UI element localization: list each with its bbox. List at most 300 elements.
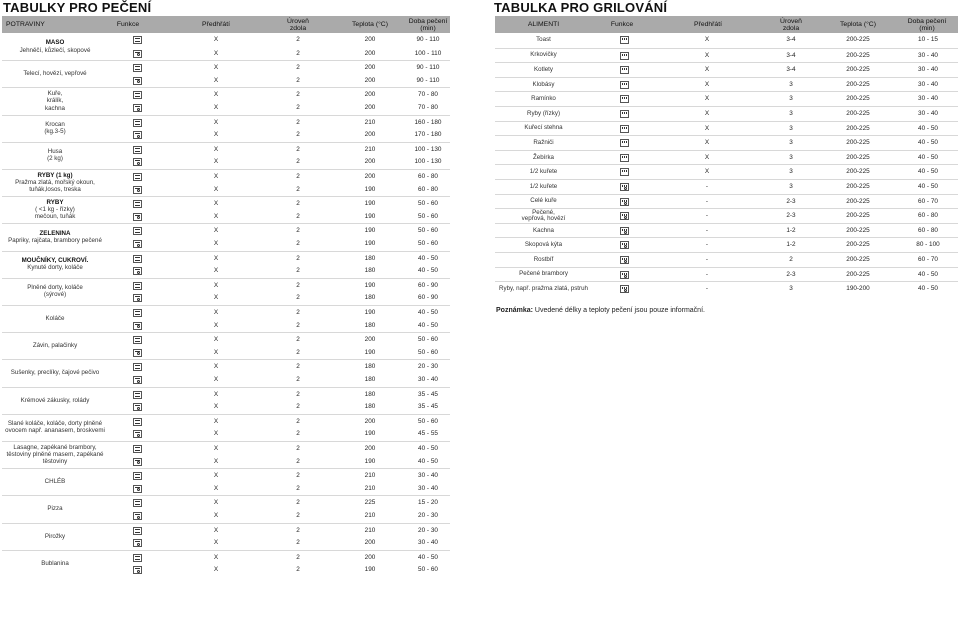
- cell-time: 40 - 50: [418, 553, 438, 561]
- cell-level: 3: [789, 95, 793, 103]
- cell-level: 2: [296, 363, 300, 371]
- cell-preheat: X: [213, 403, 219, 411]
- food-label: [495, 49, 592, 64]
- cell-preheat: X: [213, 363, 219, 371]
- cell-preheat: X: [213, 512, 219, 519]
- food-label: [2, 359, 108, 386]
- cell-temperature: 200-225: [846, 153, 870, 161]
- food-label-line: ( <1 kg - řízky): [35, 206, 75, 214]
- heat-line: [135, 205, 140, 206]
- fan-heat-icon: [133, 322, 142, 330]
- header-food: POTRAVINY: [6, 21, 45, 28]
- cell-time: 70 - 80: [418, 91, 438, 99]
- cell-temperature: 200-225: [846, 168, 870, 176]
- header-temperature: Teplota (°C): [840, 21, 876, 28]
- food-label: [495, 63, 592, 78]
- table-row: [495, 91, 958, 107]
- cell-time: 35 - 45: [418, 390, 438, 398]
- cell-preheat: X: [213, 227, 219, 235]
- cell-temperature: 200-225: [846, 124, 870, 132]
- food-label: [2, 305, 108, 332]
- food-label-line: ovocem např. ananasem, broskvemi: [5, 427, 105, 435]
- grill-element: [622, 156, 627, 158]
- fan-mark: [137, 135, 140, 138]
- cell-temperature: 210: [364, 145, 376, 153]
- cell-time: 50 - 60: [418, 200, 438, 208]
- fan-heat-icon: [133, 50, 142, 58]
- grill-element: [622, 54, 627, 56]
- food-label-line: Slané koláče, koláče, dorty plněné: [7, 420, 103, 428]
- top-bottom-heat-icon: [133, 336, 142, 344]
- cell-level: 2: [296, 200, 300, 208]
- fan-heat-icon: [133, 240, 142, 248]
- cell-time: 60 - 70: [918, 256, 938, 263]
- heat-line: [135, 368, 140, 369]
- cell-level: 2: [296, 76, 300, 84]
- cell-level: 2-3: [786, 212, 796, 220]
- cell-temperature: 200: [364, 417, 376, 425]
- cell-time: 15 - 20: [418, 499, 438, 507]
- food-label-line: Klobásy: [532, 80, 555, 88]
- food-label: [2, 115, 108, 142]
- cell-time: 40 - 50: [418, 309, 438, 316]
- cell-level: 3-4: [786, 36, 796, 43]
- cell-level: 2: [296, 445, 300, 452]
- fan-heat-icon: [133, 430, 142, 438]
- cell-temperature: 180: [364, 321, 376, 329]
- cell-level: 2: [296, 472, 300, 480]
- grill-element: [622, 83, 627, 85]
- top-bottom-heat-icon: [133, 255, 142, 263]
- cell-time: 30 - 40: [918, 51, 938, 59]
- grill-icon: [620, 95, 629, 103]
- food-label-line: vepřová, hovězí: [521, 215, 566, 223]
- food-label-line: Lasagne, zapékané brambory,: [13, 443, 97, 451]
- note-label: Poznámka:: [496, 307, 533, 314]
- fan-heat-icon: [133, 566, 142, 574]
- fan-heat-icon: [133, 104, 142, 112]
- food-label-line: (sýrové): [43, 291, 67, 299]
- cell-preheat: X: [213, 336, 219, 344]
- food-label-line: (2 kg): [47, 155, 63, 163]
- cell-temperature: 200-225: [846, 80, 870, 88]
- cell-time: 90 - 110: [416, 36, 440, 43]
- food-label-line: MOUČNÍKY, CUKROVÍ.: [21, 256, 89, 264]
- heat-line: [135, 532, 140, 533]
- food-label-line: Krémové zákusky, rolády: [20, 396, 90, 404]
- heat-line: [135, 232, 140, 233]
- cell-level: 2-3: [786, 197, 796, 205]
- cell-temperature: 180: [364, 294, 376, 302]
- cell-preheat: X: [213, 321, 219, 329]
- cell-level: 2: [296, 539, 300, 547]
- food-label-line: (kg.3-5): [44, 128, 66, 136]
- grill-element: [622, 141, 627, 143]
- cell-temperature: 200-225: [846, 36, 870, 43]
- fan-heat-icon: [133, 512, 142, 520]
- food-label: [495, 136, 592, 151]
- top-bottom-heat-icon: [133, 499, 142, 507]
- header-preheat: Předhřátí: [694, 21, 722, 28]
- cell-temperature: 200: [364, 158, 376, 166]
- cell-temperature: 210: [364, 484, 376, 492]
- top-bottom-heat-icon: [133, 200, 142, 208]
- food-label-line: Koláče: [45, 314, 65, 322]
- cell-preheat: X: [213, 91, 219, 99]
- heat-line: [135, 151, 140, 152]
- heat-line: [135, 504, 140, 505]
- grilling-table-header: [495, 16, 958, 33]
- cell-level: 2: [296, 553, 300, 561]
- fan-grill-icon: [620, 212, 629, 220]
- fan-heat-icon: [133, 213, 142, 221]
- heat-line: [135, 69, 140, 70]
- fan-mark: [624, 245, 627, 248]
- fan-heat-icon: [133, 131, 142, 139]
- food-label-line: Sušenky, preclíky, čajové pečivo: [10, 369, 100, 377]
- heat-line: [135, 124, 140, 125]
- food-label: [2, 495, 108, 522]
- food-label: [495, 107, 592, 122]
- cell-preheat: X: [213, 526, 219, 534]
- food-label-line: Pečené,: [532, 208, 555, 216]
- cell-temperature: 200: [364, 445, 376, 452]
- cell-time: 170 - 180: [414, 131, 442, 139]
- cell-preheat: X: [704, 80, 710, 88]
- cell-temperature: 190: [364, 281, 376, 289]
- food-label-line: 1/2 kuřete: [529, 168, 558, 176]
- food-label: [495, 253, 592, 268]
- heat-line: [135, 396, 140, 397]
- fan-mark: [624, 216, 627, 219]
- food-label-line: Skopová kýta: [524, 241, 563, 249]
- cell-preheat: X: [704, 110, 710, 117]
- cell-time: 100 - 110: [414, 49, 442, 57]
- cell-time: 40 - 50: [918, 124, 938, 132]
- cell-level: 1-2: [786, 226, 796, 234]
- fan-grill-icon: [620, 241, 629, 249]
- cell-level: 2: [296, 484, 300, 492]
- food-label: [2, 196, 108, 223]
- cell-time: 40 - 50: [418, 445, 438, 452]
- table-row: [495, 194, 958, 210]
- top-bottom-heat-icon: [133, 119, 142, 127]
- cell-level: 2: [296, 118, 300, 126]
- cell-time: 100 - 130: [414, 158, 442, 166]
- food-label: [2, 387, 108, 414]
- grill-icon: [620, 36, 629, 44]
- cell-level: 2: [296, 321, 300, 329]
- heat-line: [135, 121, 140, 122]
- cell-temperature: 200-225: [846, 212, 870, 220]
- cell-temperature: 190: [364, 185, 376, 193]
- food-label-line: králík,: [46, 97, 64, 105]
- food-label-line: tuňák,losos, treska: [29, 186, 81, 194]
- table-row: [495, 208, 958, 224]
- food-label-line: Ryby (řízky): [527, 109, 560, 117]
- cell-level: 2: [296, 336, 300, 344]
- fan-mark: [624, 275, 627, 278]
- cell-preheat: X: [213, 417, 219, 425]
- cell-time: 50 - 60: [418, 227, 438, 235]
- food-label: [2, 523, 108, 550]
- food-label: [2, 414, 108, 441]
- fan-heat-icon: [133, 186, 142, 194]
- cell-preheat: X: [213, 499, 219, 507]
- cell-time: 40 - 50: [418, 267, 438, 275]
- fan-mark: [137, 570, 140, 573]
- cell-time: 30 - 40: [418, 472, 438, 480]
- food-label-line: Kotlety: [534, 66, 553, 74]
- grilling-table-title: TABULKA PRO GRILOVÁNÍ: [494, 0, 668, 15]
- food-label-line: Telecí, hovězí, vepřové: [23, 70, 87, 78]
- food-label-line: Kachna: [533, 226, 554, 234]
- top-bottom-heat-icon: [133, 445, 142, 453]
- food-label-line: Kuřecí stehna: [524, 124, 563, 132]
- heat-line: [135, 148, 140, 149]
- cell-time: 20 - 30: [418, 363, 438, 371]
- cell-preheat: X: [213, 294, 219, 302]
- fan-mark: [137, 434, 140, 437]
- cell-level: 2: [296, 91, 300, 99]
- cell-preheat: X: [213, 539, 219, 547]
- food-label-line: kachna: [45, 104, 65, 112]
- food-label: [495, 92, 592, 107]
- cell-preheat: X: [213, 457, 219, 465]
- food-label-line: Rostbíf: [533, 255, 554, 263]
- heat-line: [135, 314, 140, 315]
- fan-grill-icon: [620, 271, 629, 279]
- fan-heat-icon: [133, 458, 142, 466]
- cell-temperature: 180: [364, 363, 376, 371]
- heat-line: [135, 420, 140, 421]
- cell-level: 2: [296, 267, 300, 275]
- cell-time: 70 - 80: [418, 104, 438, 111]
- fan-heat-icon: [133, 485, 142, 493]
- cell-time: 100 - 130: [414, 145, 442, 153]
- food-label: [495, 151, 592, 166]
- header-temperature: Teplota (°C): [352, 21, 388, 28]
- food-label-line: Ramínko: [531, 95, 556, 103]
- cell-preheat: X: [704, 51, 710, 59]
- heat-line: [135, 106, 140, 107]
- fan-mark: [624, 231, 627, 234]
- cell-preheat: X: [213, 118, 219, 126]
- fan-mark: [137, 189, 140, 192]
- food-label-line: Pečené brambory: [519, 270, 568, 278]
- fan-mark: [137, 298, 140, 301]
- food-label-line: těstoviny plněné masem, zapékané: [6, 450, 104, 458]
- cell-level: 2: [296, 36, 300, 43]
- food-label: [495, 268, 592, 283]
- cell-temperature: 200-225: [846, 139, 870, 147]
- food-label: [2, 223, 108, 250]
- cell-level: 3: [789, 153, 793, 161]
- cell-temperature: 200-225: [846, 226, 870, 234]
- cell-level: 2: [296, 526, 300, 534]
- cell-level: 2: [296, 457, 300, 465]
- food-label: [495, 180, 592, 195]
- cell-time: 40 - 50: [918, 285, 938, 293]
- cell-time: 30 - 40: [918, 80, 938, 88]
- table-row: [495, 223, 958, 239]
- fan-mark: [137, 53, 140, 56]
- fan-mark: [137, 216, 140, 219]
- cell-time: 30 - 40: [918, 66, 938, 74]
- grill-icon: [620, 81, 629, 89]
- fan-mark: [624, 289, 627, 292]
- grill-icon: [620, 52, 629, 60]
- cell-level: 2: [296, 376, 300, 383]
- table-row: [495, 77, 958, 93]
- cell-time: 40 - 50: [418, 321, 438, 329]
- cell-temperature: 180: [364, 403, 376, 411]
- grill-icon: [620, 125, 629, 133]
- cell-preheat: X: [704, 153, 710, 161]
- top-bottom-heat-icon: [133, 527, 142, 535]
- table-row: [495, 179, 958, 195]
- heat-line: [135, 450, 140, 451]
- cell-temperature: 190: [364, 200, 376, 208]
- cell-temperature: 200: [364, 336, 376, 344]
- cell-time: 40 - 50: [418, 457, 438, 465]
- cell-time: 10 - 15: [918, 36, 938, 43]
- cell-preheat: -: [705, 285, 709, 293]
- cell-level: 2: [296, 309, 300, 316]
- food-label-line: Krocan: [45, 120, 65, 128]
- food-label: [495, 122, 592, 137]
- heat-line: [135, 501, 140, 502]
- food-label-line: RYBY: [46, 198, 64, 206]
- heat-line: [135, 393, 140, 394]
- cell-level: 2: [296, 49, 300, 57]
- table-row: [495, 252, 958, 268]
- cell-time: 90 - 110: [416, 76, 440, 84]
- header-food: ALIMENTI: [527, 21, 560, 28]
- cell-level: 2: [296, 403, 300, 411]
- cell-level: 2: [296, 104, 300, 111]
- heat-line: [135, 287, 140, 288]
- grill-element: [622, 112, 627, 114]
- table-row: [495, 267, 958, 283]
- cell-preheat: X: [213, 36, 219, 43]
- heat-line: [135, 559, 140, 560]
- table-row: [495, 121, 958, 137]
- cell-time: 50 - 60: [418, 566, 438, 574]
- cell-preheat: X: [213, 145, 219, 153]
- food-label-line: Ryby, např. pražma zlatá, pstruh: [499, 285, 588, 293]
- cell-preheat: X: [704, 36, 710, 43]
- cell-temperature: 180: [364, 267, 376, 275]
- cell-preheat: X: [213, 64, 219, 72]
- heat-line: [135, 423, 140, 424]
- cell-level: 2: [296, 254, 300, 262]
- cell-time: 30 - 40: [918, 110, 938, 117]
- cell-level: 3: [789, 110, 793, 117]
- fan-heat-icon: [133, 376, 142, 384]
- cell-temperature: 210: [364, 472, 376, 480]
- fan-grill-icon: [620, 285, 629, 293]
- fan-mark: [137, 488, 140, 491]
- cell-time: 40 - 50: [918, 270, 938, 278]
- table-row: [495, 33, 958, 48]
- cell-temperature: 180: [364, 376, 376, 383]
- heat-line: [135, 93, 140, 94]
- cell-preheat: X: [213, 376, 219, 383]
- cell-time: 60 - 80: [918, 226, 938, 234]
- food-label-line: CHLÉB: [44, 478, 66, 486]
- food-label: [2, 33, 108, 60]
- grill-icon: [620, 110, 629, 118]
- grill-icon: [620, 66, 629, 74]
- grill-element: [622, 170, 627, 172]
- top-bottom-heat-icon: [133, 91, 142, 99]
- fan-heat-icon: [133, 158, 142, 166]
- cell-level: 2: [296, 294, 300, 302]
- cell-temperature: 200-225: [846, 66, 870, 74]
- top-bottom-heat-icon: [133, 173, 142, 181]
- food-label-line: těstoviny: [42, 458, 68, 466]
- top-bottom-heat-icon: [133, 227, 142, 235]
- cell-time: 30 - 40: [918, 95, 938, 103]
- food-label: [495, 33, 592, 48]
- cell-temperature: 190: [364, 309, 376, 316]
- food-label: [2, 169, 108, 196]
- food-label-line: ZELENINA: [39, 229, 71, 237]
- heat-line: [135, 242, 140, 243]
- table-row: [495, 106, 958, 122]
- table-row: [495, 150, 958, 166]
- cell-level: 2: [296, 227, 300, 235]
- cell-time: 60 - 80: [918, 212, 938, 220]
- cell-level: 3: [789, 139, 793, 147]
- cell-level: 2: [789, 256, 793, 263]
- cell-preheat: X: [213, 158, 219, 166]
- heat-line: [135, 175, 140, 176]
- heat-line: [135, 311, 140, 312]
- food-label-line: Pirožky: [44, 532, 66, 540]
- table-row: [495, 237, 958, 253]
- cell-temperature: 210: [364, 118, 376, 126]
- fan-grill-icon: [620, 227, 629, 235]
- cell-temperature: 210: [364, 512, 376, 519]
- fan-mark: [137, 380, 140, 383]
- header-function: Funkce: [610, 21, 634, 28]
- cell-preheat: X: [213, 200, 219, 208]
- fan-heat-icon: [133, 403, 142, 411]
- table-row: [495, 135, 958, 151]
- heat-line: [135, 529, 140, 530]
- cell-level: 2: [296, 512, 300, 519]
- food-label: [495, 238, 592, 253]
- cell-preheat: -: [705, 197, 709, 205]
- heat-line: [135, 447, 140, 448]
- cell-preheat: X: [213, 390, 219, 398]
- cell-level: 2: [296, 240, 300, 247]
- food-label-line: Plněné dorty, koláče: [27, 284, 83, 292]
- food-label: [2, 87, 108, 114]
- food-label-line: Papriky, rajčata, brambory pečené: [8, 236, 102, 244]
- cell-level: 2: [296, 131, 300, 139]
- food-label: [495, 78, 592, 93]
- fan-mark: [624, 260, 627, 263]
- food-label: [2, 550, 108, 577]
- food-label-line: Husa: [47, 148, 63, 156]
- cell-level: 2: [296, 390, 300, 398]
- cell-time: 60 - 80: [418, 173, 438, 180]
- cell-preheat: X: [213, 445, 219, 452]
- food-label-line: MASO: [45, 39, 65, 47]
